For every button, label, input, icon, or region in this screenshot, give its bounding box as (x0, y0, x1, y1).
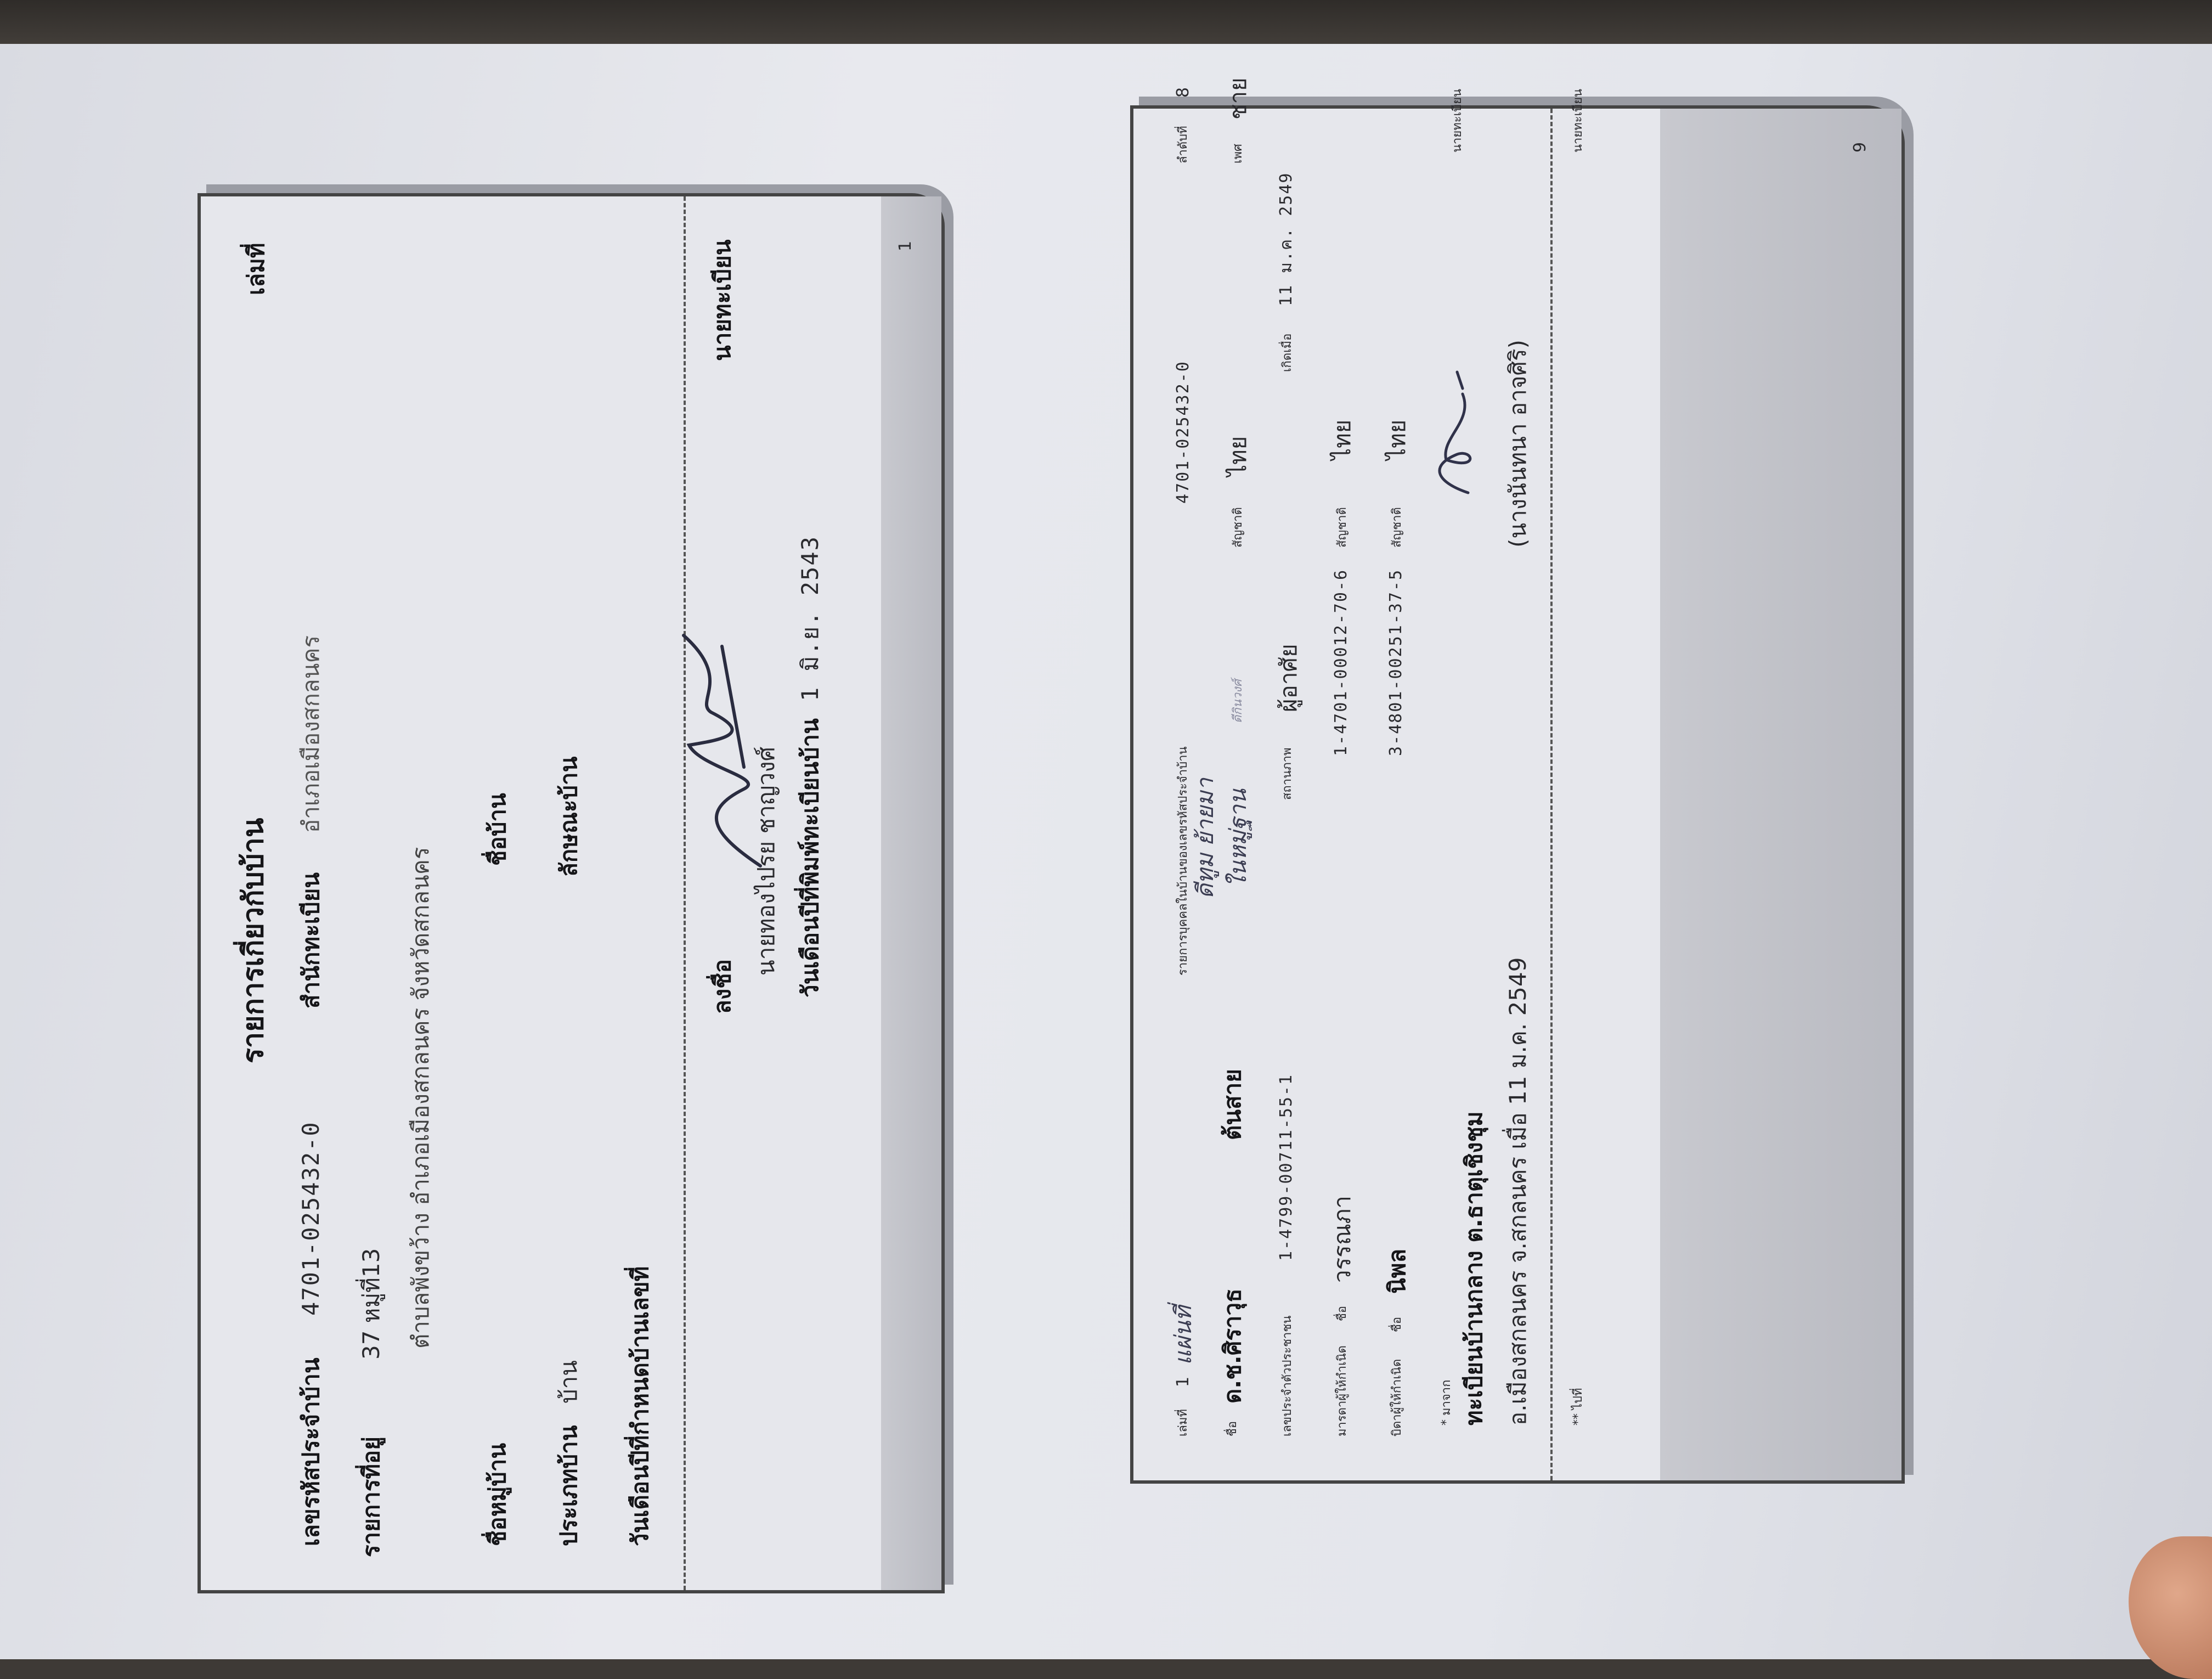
father-nationality: ไทย (1384, 419, 1410, 460)
person-registrar-name: (นางนันทนา อาจศิริ) (1504, 340, 1531, 548)
print-date-value: 1 มิ.ย. 2543 (797, 536, 823, 701)
father-nationality-label: สัญชาติ (1390, 507, 1404, 548)
house-id-value: 4701-025432-0 (297, 1121, 324, 1316)
moved-to-label: ** ไปที่ (1571, 1388, 1585, 1426)
birth-date: 11 ม.ค. 2549 (1277, 172, 1296, 306)
mother-id: 1-4701-00012-70-6 (1331, 568, 1351, 756)
nationality-value: ไทย (1224, 436, 1251, 476)
person-surname: ต้นสาย (1219, 1069, 1246, 1140)
birth-label: เกิดเมื่อ (1280, 333, 1294, 372)
book-number: 1 (1173, 1376, 1193, 1387)
office-value: อำเภอเมืองสกลนคร (297, 635, 324, 833)
name-label: ชื่อ (1226, 1421, 1239, 1436)
card-title: รายการเกี่ยวกับบ้าน (237, 818, 270, 1063)
registrar-name: นายทองไปรย ชาญวงศ์ (753, 746, 780, 976)
house-details-card (198, 193, 945, 1593)
father-name-label: ชื่อ (1390, 1316, 1404, 1332)
book-label: เล่มที่ (242, 243, 269, 295)
father-id: 3-4801-00251-37-5 (1386, 568, 1406, 756)
mother-nationality: ไทย (1329, 419, 1356, 460)
status-value: ผู้อาศัย (1275, 644, 1302, 712)
moved-from-line2: อ.เมืองสกลนคร จ.สกลนคร เมื่อ 11 ม.ค. 2549 (1504, 957, 1531, 1426)
card-footer-band (1660, 109, 1901, 1480)
id-number: 1-4799-00711-55-1 (1277, 1073, 1296, 1261)
print-date-label: วันเดือนปีที่พิมพ์ทะเบียนบ้าน (797, 718, 823, 998)
mother-name-label: ชื่อ (1335, 1305, 1349, 1321)
mother-label: มารดาผู้ให้กำเนิด (1335, 1345, 1349, 1436)
person-list-label: รายการบุคคลในบ้านของเลขรหัสประจำบ้าน (1176, 746, 1190, 976)
section-divider (684, 196, 686, 1590)
address-label: รายการที่อยู่ (358, 1436, 385, 1557)
house-id-label: เลขรหัสประจำบ้าน (297, 1357, 324, 1546)
mother-nationality-label: สัญชาติ (1335, 507, 1349, 548)
house-type-value: บ้าน (555, 1360, 582, 1404)
card-footer-band (881, 196, 941, 1590)
gender-label: เพศ (1231, 144, 1245, 164)
person-details-card (1130, 77, 1905, 1484)
section-divider (1550, 109, 1553, 1480)
nationality-label: สัญชาติ (1231, 507, 1245, 548)
address-line1: 37 หมู่ที่13 (358, 1248, 385, 1360)
house-name-label: ชื่อบ้าน (484, 793, 511, 866)
handwritten-note-2: ในหมู่ฐาน (1224, 788, 1251, 888)
village-label: ชื่อหมู่บ้าน (484, 1443, 511, 1546)
handwritten-note-1: ดีทูม ย้ายมา (1192, 777, 1218, 899)
father-name: นิพล (1384, 1248, 1410, 1294)
handwritten-note-3: ดีกินวงศ์ (1231, 679, 1245, 723)
sheet-handwritten: แผ่นที่ (1170, 1305, 1197, 1365)
person-house-id: 4701-025432-0 (1173, 360, 1193, 504)
registrar-signature (1424, 361, 1485, 504)
seq-number: 8 (1173, 87, 1193, 98)
registrar-label: นายทะเบียน (709, 239, 736, 361)
person-registrar-label: นายทะเบียน (1451, 88, 1464, 153)
book-label: เล่มที่ (1176, 1408, 1190, 1436)
status-label: สถานภาพ (1280, 747, 1294, 800)
page-number: 1 (896, 240, 915, 251)
gender-value: ชาย (1224, 77, 1251, 120)
registrar-label-bottom: นายทะเบียน (1571, 88, 1585, 153)
id-label: เลขประจำตัวประชาชน (1280, 1315, 1294, 1436)
assign-date-label: วันเดือนปีที่กำหนดบ้านเลขที่ (627, 1266, 653, 1546)
moved-from-label: * มาจาก (1440, 1379, 1453, 1426)
moved-from-line1: ทะเบียนบ้านกลาง ต.ธาตุเชิงชุม (1460, 1111, 1487, 1426)
father-label: บิดาผู้ให้กำเนิด (1390, 1359, 1404, 1436)
page-number: 9 (1850, 142, 1870, 153)
seq-label: ลำดับที่ (1176, 126, 1190, 164)
address-line2: ตำบลพังขว้าง อำเภอเมืองสกลนคร จังหวัดสกลนคร (407, 847, 434, 1349)
person-name: ด.ช.ศิราวุธ (1219, 1288, 1246, 1404)
house-type-label: ประเภทบ้าน (555, 1425, 582, 1546)
office-label: สำนักทะเบียน (297, 872, 324, 1008)
mother-name: วรรณภา (1329, 1196, 1356, 1283)
house-nature-label: ลักษณะบ้าน (555, 756, 582, 877)
sign-label: ลงชื่อ (709, 959, 736, 1014)
